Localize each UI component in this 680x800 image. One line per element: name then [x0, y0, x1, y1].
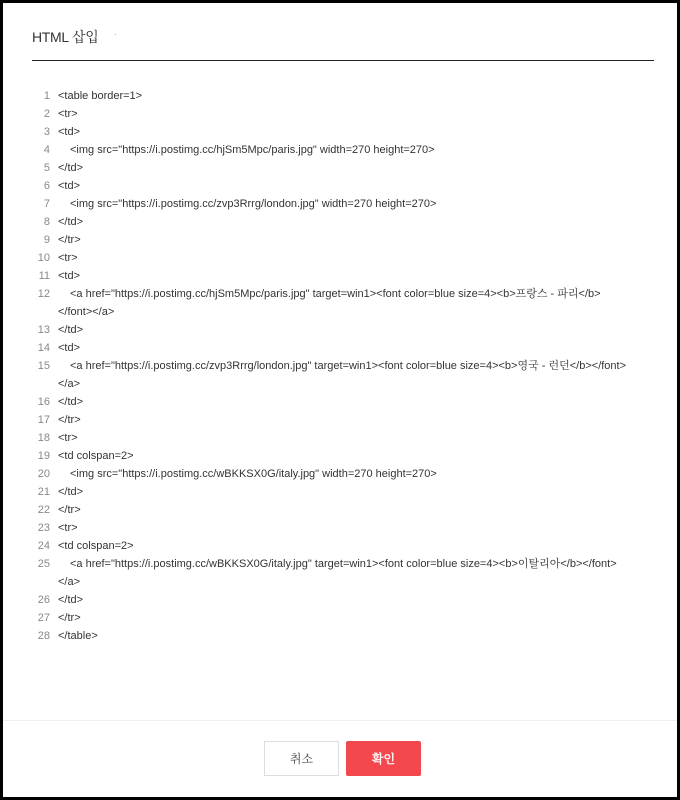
code-text: </td>	[58, 594, 84, 606]
code-line	[30, 87, 650, 105]
code-text: </tr>	[58, 234, 81, 246]
code-line	[30, 465, 650, 483]
code-text: <tr>	[58, 522, 78, 534]
line-number: 18	[37, 432, 50, 444]
code-text: </td>	[58, 486, 84, 498]
code-line	[30, 213, 650, 231]
code-line	[30, 627, 650, 645]
code-text: </table>	[58, 630, 98, 642]
code-line	[30, 267, 650, 285]
code-text: </td>	[58, 396, 84, 408]
code-text: <tr>	[58, 432, 78, 444]
line-number: 28	[37, 630, 50, 642]
line-number: 19	[37, 450, 50, 462]
line-number: 6	[43, 180, 50, 192]
code-text: <img src="https://i.postimg.cc/wBKKSX0G/italy.jpg" width=270 height=270>	[70, 468, 437, 480]
code-text-wrapped: </a>	[58, 378, 81, 390]
line-number: 20	[37, 468, 50, 480]
line-number: 26	[37, 594, 50, 606]
confirm-button[interactable]: 확인	[346, 741, 421, 776]
code-text: </td>	[58, 216, 84, 228]
line-number: 2	[43, 108, 50, 120]
line-number: 14	[37, 342, 50, 354]
dialog-footer	[3, 720, 677, 797]
code-line	[30, 609, 650, 627]
code-line	[30, 447, 650, 465]
code-text: <td>	[58, 126, 81, 138]
code-line	[30, 393, 650, 411]
line-number: 10	[37, 252, 50, 264]
html-code-editor[interactable]	[30, 87, 650, 645]
code-line	[30, 231, 650, 249]
code-line	[30, 411, 650, 429]
code-text: <img src="https://i.postimg.cc/hjSm5Mpc/paris.jpg" width=270 height=270>	[70, 144, 435, 156]
code-text: <tr>	[58, 252, 78, 264]
line-number: 5	[43, 162, 50, 174]
code-text: <td colspan=2>	[58, 450, 134, 462]
code-text: <tr>	[58, 108, 78, 120]
code-line	[30, 555, 650, 591]
code-text: </td>	[58, 162, 84, 174]
line-number: 1	[43, 90, 50, 102]
code-line	[30, 249, 650, 267]
code-line	[30, 519, 650, 537]
cancel-button[interactable]: 취소	[264, 741, 339, 776]
dialog-header	[32, 3, 654, 61]
code-line	[30, 159, 650, 177]
line-number: 16	[37, 396, 50, 408]
html-insert-dialog	[3, 3, 677, 797]
code-text: </td>	[58, 324, 84, 336]
line-number: 4	[43, 144, 50, 156]
code-text-wrapped: </a>	[58, 576, 81, 588]
dialog-title: HTML 삽입	[32, 29, 99, 45]
code-text: <a href="https://i.postimg.cc/hjSm5Mpc/paris.jpg" target=win1><font color=blue size=4><b>프랑스 - 파리</b>	[70, 288, 601, 300]
code-line	[30, 105, 650, 123]
code-text: <td>	[58, 270, 81, 282]
code-text: <td>	[58, 180, 81, 192]
line-number: 22	[37, 504, 50, 516]
code-line	[30, 339, 650, 357]
code-text: </tr>	[58, 414, 81, 426]
code-text: <img src="https://i.postimg.cc/zvp3Rrrg/london.jpg" width=270 height=270>	[70, 198, 437, 210]
code-line	[30, 483, 650, 501]
line-number: 13	[37, 324, 50, 336]
code-line	[30, 141, 650, 159]
title-dot: .	[114, 27, 117, 38]
code-text: <td>	[58, 342, 81, 354]
code-text: <a href="https://i.postimg.cc/zvp3Rrrg/london.jpg" target=win1><font color=blue size=4><b>영국 - 런던</b></font>	[70, 360, 627, 372]
code-line	[30, 285, 650, 321]
line-number: 9	[43, 234, 50, 246]
line-number: 21	[37, 486, 50, 498]
line-number: 7	[43, 198, 50, 210]
code-line	[30, 321, 650, 339]
line-number: 11	[38, 270, 50, 282]
code-line	[30, 591, 650, 609]
line-number: 27	[37, 612, 50, 624]
line-number: 8	[43, 216, 50, 228]
line-number: 23	[37, 522, 50, 534]
code-line	[30, 429, 650, 447]
line-number: 24	[37, 540, 50, 552]
code-line	[30, 123, 650, 141]
line-number: 12	[37, 288, 50, 300]
code-text: <td colspan=2>	[58, 540, 134, 552]
line-number: 15	[37, 360, 50, 372]
code-line	[30, 501, 650, 519]
code-line	[30, 195, 650, 213]
code-line	[30, 357, 650, 393]
code-text: <table border=1>	[58, 90, 143, 102]
code-text: <a href="https://i.postimg.cc/wBKKSX0G/italy.jpg" target=win1><font color=blue size=4><b>이탈리아</b></font>	[70, 558, 617, 570]
line-number: 3	[43, 126, 50, 138]
code-line	[30, 537, 650, 555]
line-number: 25	[37, 558, 50, 570]
line-number: 17	[37, 414, 50, 426]
code-text: </tr>	[58, 612, 81, 624]
code-text: </tr>	[58, 504, 81, 516]
code-text-wrapped: </font></a>	[58, 306, 115, 318]
code-line	[30, 177, 650, 195]
